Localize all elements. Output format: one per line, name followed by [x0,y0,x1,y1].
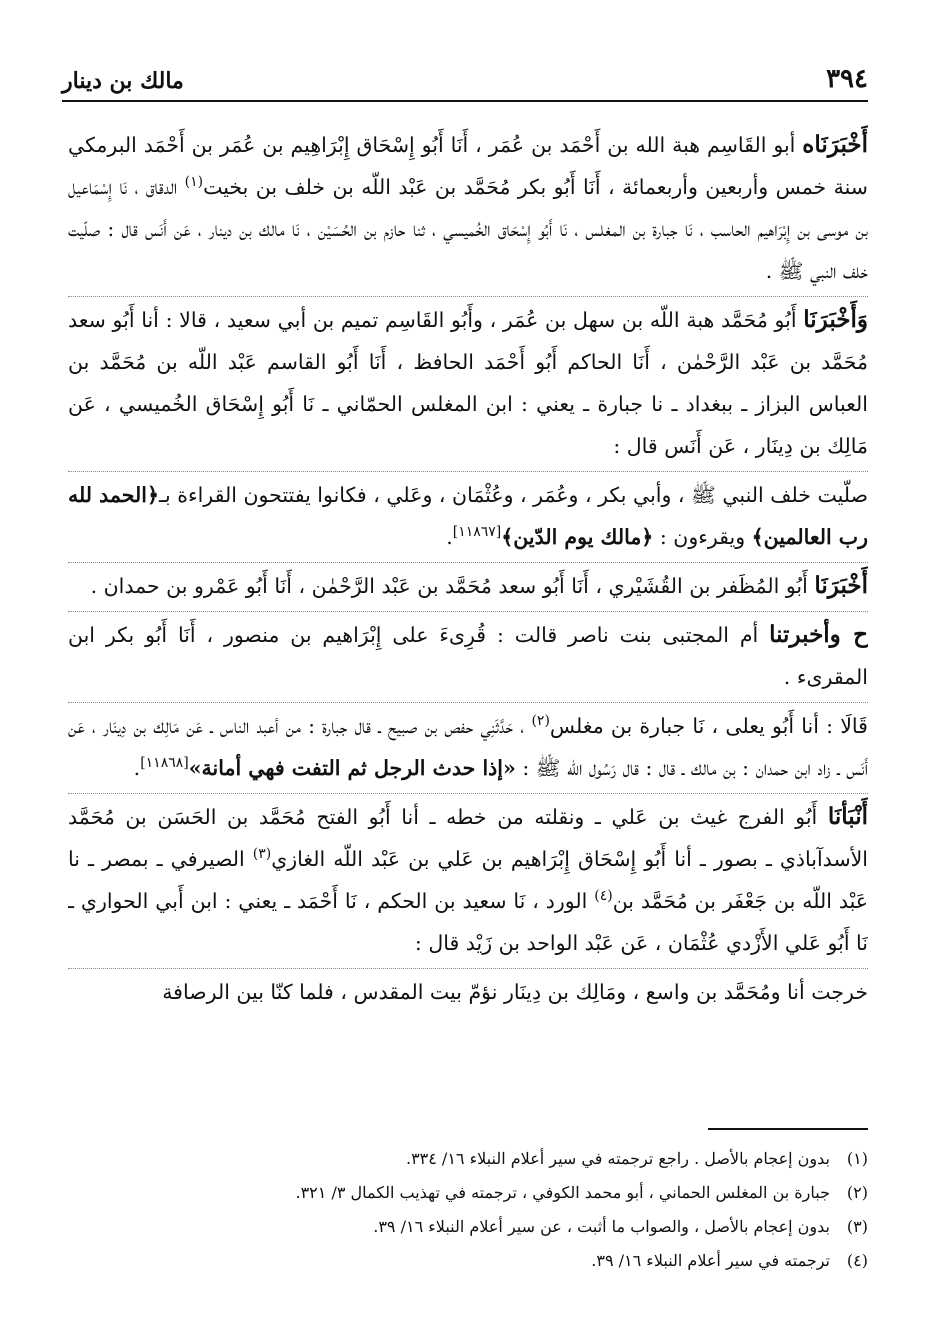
paragraph-text: الصيرفي ـ بمصر ـ نا عَبْد اللّه بن جَعْفَر بن مُحَمَّد بن [68,847,868,913]
footnote-marker: (١) [184,174,204,191]
footnotes [68,1142,868,1292]
paragraph-7 [68,793,868,964]
narration-lead: أَخْبَرَنَاه [802,131,868,158]
narration-lead: أَنْبَأنَا [827,803,868,830]
paragraph-8 [68,968,868,1013]
footnote-marker: (٤) [594,888,613,905]
hadith-text: . [446,525,453,549]
running-title: مالك بن دينار [62,68,184,94]
footnote-item [68,1142,868,1176]
footnote-number: (٤) [846,1251,868,1270]
footnote-number: (٣) [846,1217,868,1236]
paragraph-text: أَبُو مُحَمَّد هبة اللّه بن سهل بن عُمَر ، وأَبُو القَاسِم تميم بن أبي سعيد ، قالا : أنا أَبُو سعد مُحَمَّد بن عَبْد الرَّحْمٰن ، أَنَا الحاكم أَبُو أَحْمَد الحافظ ، أَنَا أَبُو القاسم عَبْد اللّه بن مُحَمَّد بن العباس البزاز ـ ببغداد ـ نا جبارة ـ يعني : ابن المغلس الحمّاني ـ نَا أَبُو إِسْحَاق الخُميسي ، عَن مَالِك بن دِينَار ، عَن أَنَس قال : [68,308,868,458]
footnote-item [68,1244,868,1278]
paragraph-1 [68,124,868,292]
hadith-text: صلّيت خلف النبي ﷺ ، وأبي بكر ، وعُمَر ، وعُثْمَان ، وعَلي ، فكانوا يفتتحون القراءة بـ [158,483,868,507]
footnote-marker: (٣) [252,846,272,863]
paragraph-text: خرجت أنا ومُحَمَّد بن واسع ، ومَالِك بن دِينَار نؤمّ بيت المقدس ، فلما كنّا بين الرصافة [162,980,868,1004]
paragraph-text: الدقاق ، نَا إِسْمَاعيل بن موسى بن إِبْرَاهيم الحاسب ، نَا جبارة بن المغلس ، نَا أَبُو إِسْحَاق الخُميسي ، ثنا حازم بن الحُسَيْن ، نَا مالك بن دينار ، عَن أَنَس قال : صلّيت خلف النبي ﷺ . [68,175,868,283]
quran-quote: ﴿مالك يوم الدّين﴾ [501,525,654,549]
paragraph-text: ، حَدَّثَنِي حفص بن صبيح ـ قال جبارة : من أعبد الناس ـ عَن مَالِك بن دِينَار ، عَن أَنَس ـ زاد ابن حمدان : بن مالك ـ قال : قال رَسُول الله ﷺ : [68,714,868,780]
paragraph-2 [68,296,868,467]
hadith-number: [١١٨٦٨] [140,755,189,772]
footnote-text: جبارة بن المغلس الحماني ، أبو محمد الكوفي ، ترجمته في تهذيب الكمال ٣/ ٣٢١. [295,1183,830,1202]
paragraph-4 [68,562,868,607]
hadith-quote: «إذا حدث الرجل ثم التفت فهي أمانة» [188,756,516,780]
footnote-item [68,1210,868,1244]
quran-quote: ﴿الحمد لله رب العالمين﴾ [68,483,868,549]
page-number: ٣٩٤ [826,64,868,94]
paragraph-3 [68,471,868,558]
footnote-number: (٢) [846,1183,868,1202]
narration-lead: وَأَخْبَرَنَا [803,306,868,333]
paragraph-text: قَالَا : أنا أَبُو يعلى ، نَا جبارة بن مغلس [549,714,868,738]
paragraph-text: الورد ، نَا سعيد بن الحكم ، نَا أَحْمَد ـ يعني : ابن أَبي الحواري ـ نَا أَبُو عَلي الأَزْدي عُثْمَان ، عَن عَبْد الواحد بن زَيْد قال : [68,889,868,955]
paragraph-5 [68,611,868,698]
paragraph-text: أبو القَاسِم هبة الله بن أَحْمَد بن عُمَر ، أَنَا أَبُو إِسْحَاق إِبْرَاهِيم بن عُمَر بن أَحْمَد البرمكي سنة خمس وأربعين وأربعمائة ، أَنَا أَبُو بكر مُحَمَّد بن عَبْد اللّه بن خلف بن بخيت [68,133,868,199]
hadith-number: [١١٨٦٧] [452,524,502,541]
footnote-marker: (٢) [531,713,550,730]
footnote-text: بدون إعجام بالأصل . راجع ترجمته في سير أعلام النبلاء ١٦/ ٣٣٤. [405,1149,830,1168]
paragraph-6 [68,702,868,789]
footnote-item [68,1176,868,1210]
hadith-text: ويقرءون : [653,525,752,549]
footnote-number: (١) [846,1149,868,1168]
footnote-text: بدون إعجام بالأصل ، والصواب ما أثبت ، عن سير أعلام النبلاء ١٦/ ٣٩. [373,1217,830,1236]
narration-lead: ح وأخبرتنا [769,621,868,648]
narration-lead: أَخْبَرَنَا [814,572,868,599]
paragraph-text: . [133,756,141,780]
main-text [68,124,868,1084]
footnote-text: ترجمته في سير أعلام النبلاء ١٦/ ٣٩. [591,1251,830,1270]
page-header [62,62,868,102]
paragraph-text: أَبُو الفرج غيث بن عَلي ـ ونقلته من خطه ـ أنا أَبُو الفتح مُحَمَّد بن الحَسَن بن مُحَمَّد الأسدآباذي ـ بصور ـ أنا أَبُو إِسْحَاق إِبْرَاهيم بن عَلي بن عَبْد اللّه الغازي [68,805,868,871]
paragraph-text: أَبُو المُظَفر بن القُشَيْري ، أَنَا أَبُو سعد مُحَمَّد بن عَبْد الرَّحْمٰن ، أَنَا أَبُو عَمْرو بن حمدان . [90,574,815,598]
paragraph-text: أم المجتبى بنت ناصر قالت : قُرِىءَ على إِبْرَاهيم بن منصور ، أَنَا أَبُو بكر ابن المقرىء . [68,623,868,689]
footnote-divider [708,1128,868,1130]
